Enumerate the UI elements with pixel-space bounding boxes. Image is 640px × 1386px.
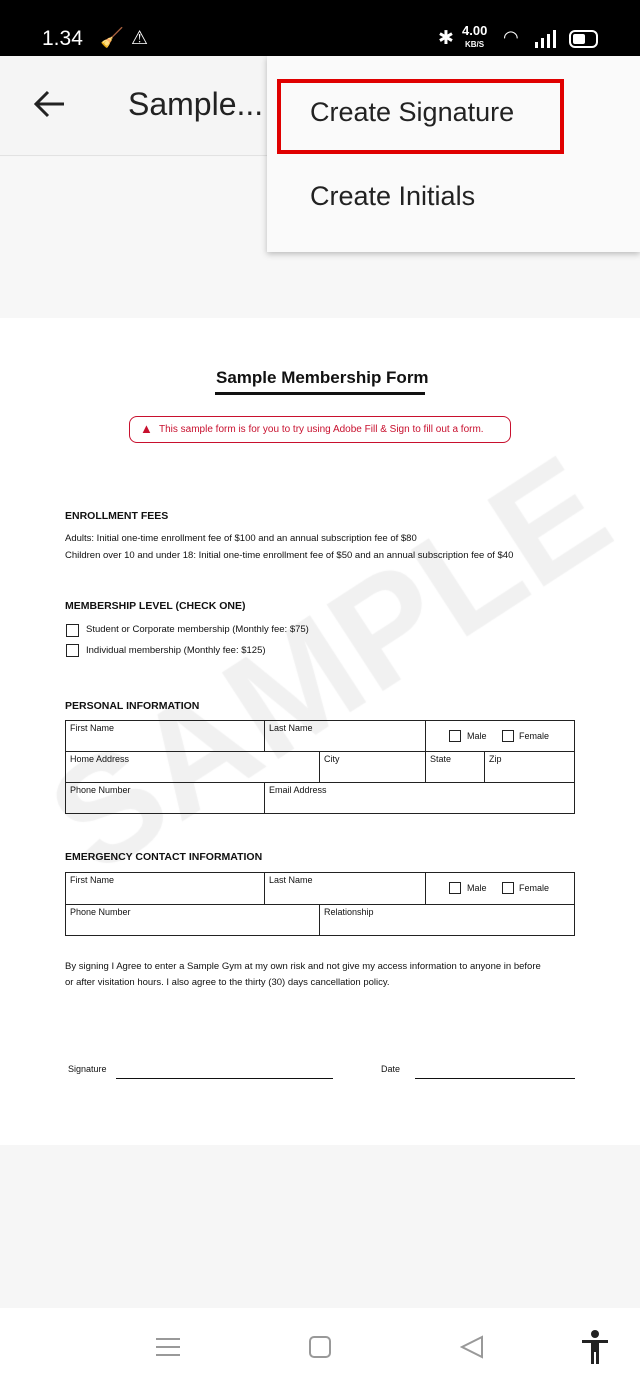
gender-field: Male Female	[425, 720, 575, 752]
zip-field[interactable]: Zip	[484, 751, 575, 783]
male-checkbox[interactable]	[449, 730, 461, 742]
membership-checkbox[interactable]	[66, 644, 79, 657]
menu-item-create-initials[interactable]: Create Initials	[310, 181, 476, 211]
emergency-first-name-field[interactable]: First Name	[65, 872, 265, 905]
agreement-text: or after visitation hours. I also agree to the thirty (30) days cancellation policy.	[65, 977, 390, 988]
membership-checkbox[interactable]	[66, 624, 79, 637]
bluetooth-icon: ✱	[438, 28, 454, 49]
male-checkbox[interactable]	[449, 882, 461, 894]
back-arrow-icon[interactable]	[34, 90, 66, 118]
form-title: Sample Membership Form	[216, 368, 429, 387]
notice-text: This sample form is for you to try using Adobe Fill & Sign to fill out a form.	[159, 424, 484, 435]
notice-banner	[129, 416, 511, 443]
home-icon[interactable]	[309, 1336, 331, 1358]
status-bar	[0, 0, 640, 56]
overflow-menu	[267, 56, 640, 252]
state-field[interactable]: State	[425, 751, 485, 783]
menu-icon[interactable]	[156, 1337, 180, 1357]
net-speed: 4.00	[462, 23, 488, 38]
agreement-text: By signing I Agree to enter a Sample Gym at my own risk and not give my access information to anyone in before	[65, 961, 541, 972]
membership-option: Individual membership (Monthly fee: $125)	[86, 645, 266, 656]
menu-item-create-signature[interactable]: Create Signature	[310, 97, 515, 127]
female-checkbox[interactable]	[502, 882, 514, 894]
enrollment-line: Adults: Initial one-time enrollment fee of $100 and an annual subscription fee of $80	[65, 533, 417, 544]
date-line[interactable]	[415, 1078, 575, 1079]
emergency-gender-field: Male Female	[425, 872, 575, 905]
net-speed-unit: KB/S	[465, 40, 485, 49]
personal-heading: PERSONAL INFORMATION	[65, 700, 200, 712]
enrollment-line: Children over 10 and under 18: Initial one-time enrollment fee of $50 and an annual subscription fee of $40	[65, 550, 514, 561]
navigation-bar	[0, 1308, 640, 1386]
membership-heading: MEMBERSHIP LEVEL (CHECK ONE)	[65, 600, 246, 612]
document-title: Sample...	[128, 86, 264, 122]
warning-icon: ⚠	[131, 28, 149, 49]
city-field[interactable]: City	[319, 751, 426, 783]
emergency-last-name-field[interactable]: Last Name	[264, 872, 426, 905]
emergency-phone-field[interactable]: Phone Number	[65, 904, 320, 936]
last-name-field[interactable]: Last Name	[264, 720, 426, 752]
phone-field[interactable]: Phone Number	[65, 782, 265, 814]
enrollment-heading: ENROLLMENT FEES	[65, 510, 169, 522]
warning-icon: ▲	[140, 421, 153, 436]
membership-option: Student or Corporate membership (Monthly fee: $75)	[86, 624, 309, 635]
date-label: Date	[381, 1064, 401, 1074]
back-icon[interactable]	[460, 1335, 484, 1359]
relationship-field[interactable]: Relationship	[319, 904, 575, 936]
signal-icon	[535, 30, 559, 48]
accessibility-icon[interactable]	[581, 1330, 609, 1364]
pdf-page	[0, 318, 640, 1145]
emergency-heading: EMERGENCY CONTACT INFORMATION	[65, 851, 263, 863]
home-address-field[interactable]: Home Address	[65, 751, 320, 783]
female-checkbox[interactable]	[502, 730, 514, 742]
signature-label: Signature	[68, 1064, 107, 1074]
clock: 1.34	[42, 27, 83, 50]
first-name-field[interactable]: First Name	[65, 720, 265, 752]
cleaner-icon: 🧹	[100, 28, 124, 49]
signature-line[interactable]	[116, 1078, 333, 1079]
title-underline	[215, 392, 425, 395]
email-field[interactable]: Email Address	[264, 782, 575, 814]
wifi-icon: ◠	[503, 27, 519, 47]
battery-icon	[569, 30, 600, 48]
